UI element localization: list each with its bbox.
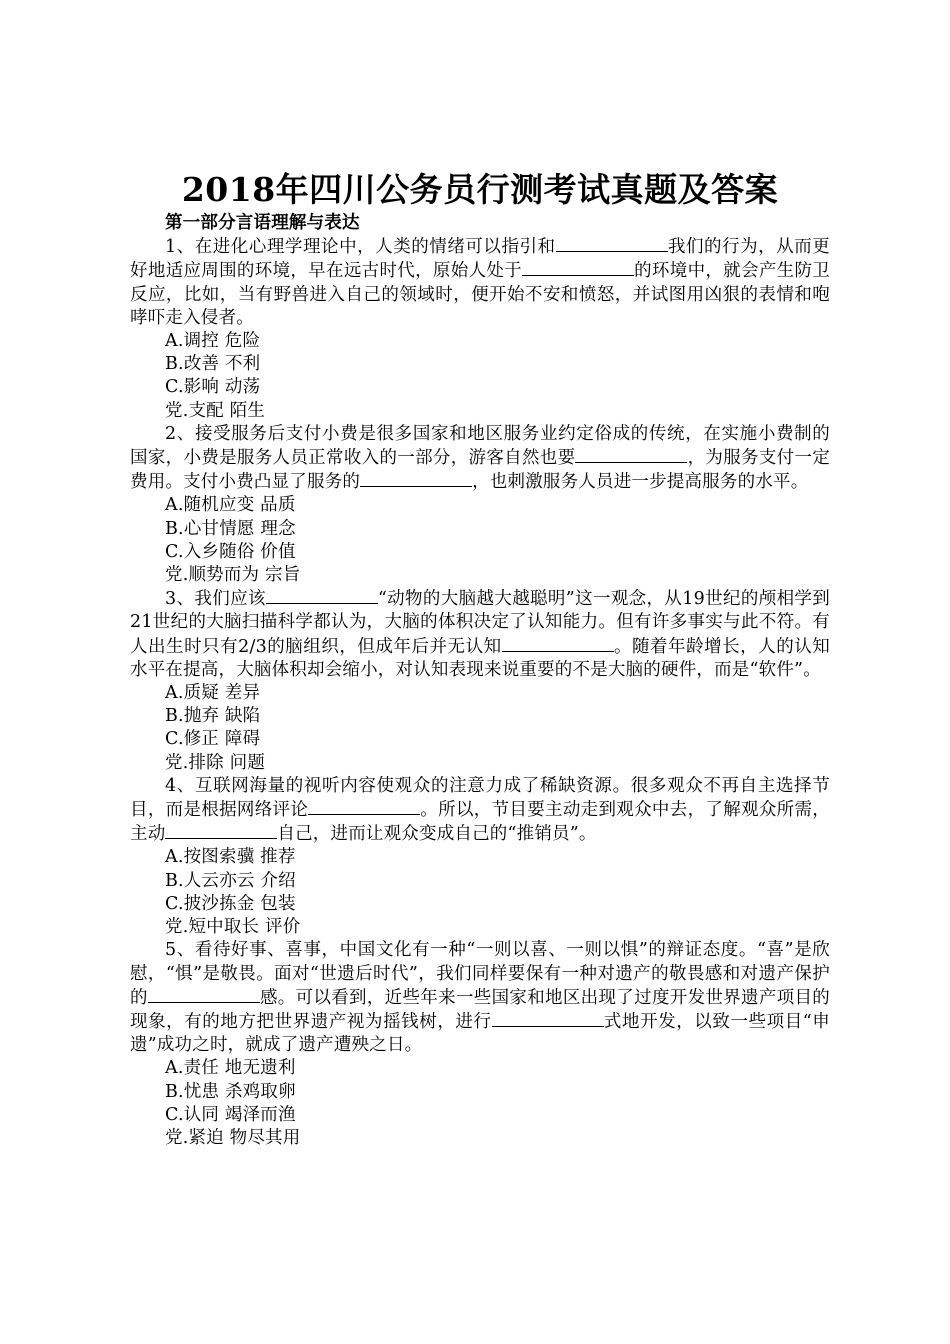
stem-text: 3、我们应该: [165, 589, 266, 610]
option-d: 党.顺势而为 宗旨: [165, 565, 301, 586]
question-stem: [130, 587, 830, 682]
fill-blank: [148, 986, 260, 1003]
question-stem: [130, 235, 830, 330]
fill-blank: [165, 822, 277, 839]
option-d: 党.支配 陌生: [165, 400, 266, 421]
stem-text: 自己，进而让观众变成自己的“推销员”。: [277, 824, 597, 845]
stem-text: 。所以，节目要主动走到观众中去，了解观众所需，主动: [130, 800, 830, 845]
stem-text: 。随着年龄增长，人的认知水平在提高，大脑体积却会缩小，对认知表现来说重要的不是大脑的硬件，而是“软件”。: [130, 636, 830, 680]
option-a: A.责任 地无遗利: [165, 1058, 296, 1079]
stem-text: 感。可以看到，近些年来一些国家和地区出现了过度开发世界遗产项目的现象，有的地方把世界遗产视为摇钱树，进行: [130, 987, 830, 1032]
fill-blank: [575, 446, 687, 463]
question-3: [130, 587, 830, 775]
option-b: B.忧患 杀鸡取卵: [165, 1081, 296, 1102]
document-title: 2018年四川公务员行测考试真题及答案: [181, 170, 779, 209]
stem-text: “动物的大脑越大越聪明”这一观念，从19世纪的颅相学到21世纪的大脑扫描科学都认为，大脑的体积决定了认知能力。但有许多事实与此不符。有人出生时只有2/3的脑组织，但成年后并无认知: [130, 589, 830, 657]
option-a: A.按图索骥 推荐: [165, 847, 296, 868]
stem-text: 5、看待好事、喜事，中国文化有一种“一则以喜、一则以惧”的辩证态度。“喜”是欣慰，“惧”是敬畏。面对“世遗后时代”，我们同样要保有一种对遗产的敬畏感和对遗产保护的: [130, 940, 830, 1008]
fill-blank: [266, 587, 378, 604]
stem-text: 的环境中，就会产生防卫反应，比如，当有野兽进入自己的领域时，便开始不安和愤怒，并试图用凶狠的表情和咆哮吓走入侵者。: [130, 261, 830, 328]
stem-text: 1、在进化心理学理论中，人类的情绪可以指引和: [165, 237, 556, 258]
question-stem: [130, 423, 830, 495]
fill-blank: [556, 235, 668, 252]
option-d: 党.短中取长 评价: [165, 917, 301, 938]
option-b: B.抛弃 缺陷: [165, 706, 261, 727]
option-c: C.入乡随俗 价值: [165, 541, 296, 562]
option-c: C.影响 动荡: [165, 377, 261, 398]
stem-text: 我们的行为，从而更好地适应周围的环境，早在远古时代，原始人处于: [130, 237, 830, 282]
question-2: [130, 423, 830, 587]
option-b: B.心甘情愿 理念: [165, 518, 296, 539]
document-page: [130, 168, 830, 1150]
section-heading: 第一部分言语理解与表达: [165, 213, 360, 233]
option-b: B.人云亦云 介绍: [165, 870, 296, 891]
option-d: 党.紧迫 物尽其用: [165, 1127, 301, 1148]
fill-blank: [502, 635, 614, 652]
option-d: 党.排除 问题: [165, 752, 266, 773]
question-stem: [130, 939, 830, 1057]
fill-blank: [522, 259, 634, 276]
stem-text: 4、互联网海量的视听内容使观众的注意力成了稀缺资源。很多观众不再自主选择节目，而是根据网络评论: [130, 775, 830, 821]
stem-text: ，为服务支付一定费用。支付小费凸显了服务的: [130, 448, 830, 493]
stem-text: 2、接受服务后支付小费是很多国家和地区服务业约定俗成的传统，在实施小费制的国家，小费是服务人员正常收入的一部分，游客自然也要: [130, 423, 830, 469]
question-1: [130, 235, 830, 423]
option-a: A.调控 危险: [165, 331, 261, 352]
stem-text: ，也刺激服务人员进一步提高服务的水平。: [472, 472, 809, 493]
stem-text: 式地开发，以致一些项目“申遗”成功之时，就成了遗产遭殃之日。: [130, 1011, 830, 1056]
option-a: A.质疑 差异: [165, 683, 261, 704]
question-5: [130, 939, 830, 1150]
option-b: B.改善 不利: [165, 354, 261, 375]
fill-blank: [308, 798, 420, 815]
option-a: A.随机应变 品质: [165, 495, 296, 516]
option-c: C.修正 障碍: [165, 729, 261, 750]
option-c: C.认同 竭泽而渔: [165, 1104, 296, 1125]
fill-blank: [360, 470, 472, 487]
question-stem: [130, 775, 830, 847]
option-c: C.披沙拣金 包装: [165, 893, 296, 914]
fill-blank: [492, 1010, 604, 1027]
question-4: [130, 775, 830, 939]
